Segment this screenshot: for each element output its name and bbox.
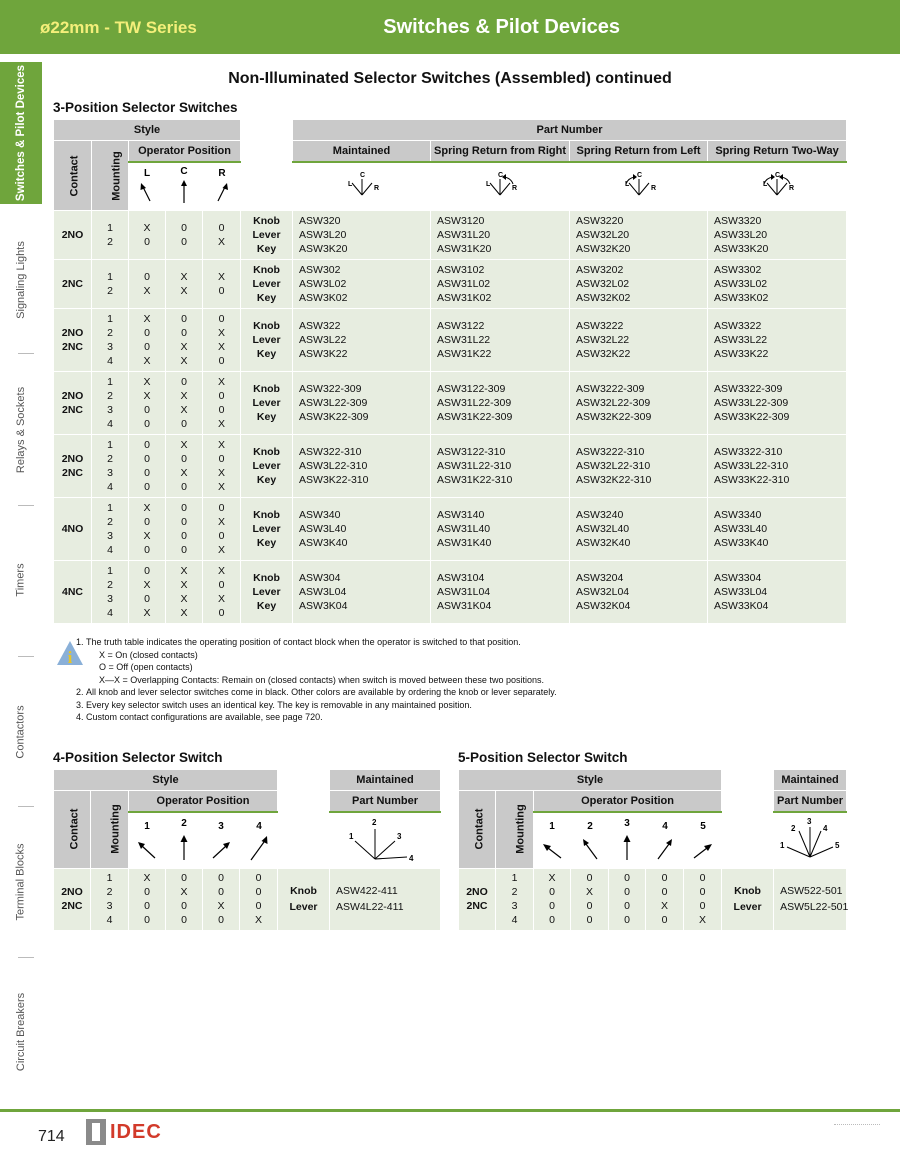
position-cell: X 0 X 0: [129, 498, 166, 561]
position-cell: X 0 0 0: [129, 868, 166, 930]
sidebar-tab-label: Terminal Blocks: [15, 843, 27, 921]
svg-text:3: 3: [807, 816, 812, 826]
part-number-cell: ASW3304 ASW33L04 ASW33K04: [708, 561, 847, 624]
sidebar-tab-signaling-lights[interactable]: [0, 220, 42, 340]
sidebar-tab-label: Circuit Breakers: [15, 992, 27, 1072]
five-position-table: [458, 769, 847, 931]
contact-cell: 2NO 2NC: [459, 868, 496, 930]
part-number-cell: ASW3222-310 ASW32L22-310 ASW32K22-310: [570, 435, 708, 498]
position-r-cell: [203, 162, 241, 211]
contact-cell: 4NC: [54, 561, 92, 624]
table-row: [54, 309, 847, 372]
part-number-cell: ASW3122 ASW31L22 ASW31K22: [431, 309, 570, 372]
position-cell: 0 X 0 0: [166, 868, 203, 930]
svg-text:R: R: [650, 184, 656, 192]
style-cell: Knob Lever: [278, 868, 330, 930]
style-cell: Knob Lever: [722, 868, 774, 930]
svg-text:L: L: [486, 180, 491, 188]
position-3-arrow-icon: [612, 814, 642, 864]
spring-two-way-diagram: [708, 162, 847, 211]
maintained-diagram: [293, 162, 431, 211]
svg-text:C: C: [498, 171, 504, 179]
sidebar-tab-circuit-breakers[interactable]: [0, 972, 42, 1092]
three-position-title: 3-Position Selector Switches: [53, 100, 238, 115]
svg-text:4: 4: [255, 820, 262, 832]
part-number-cell: ASW3140 ASW31L40 ASW31K40: [431, 498, 570, 561]
four-position-table: [53, 769, 441, 931]
part-number-header: Part Number: [774, 791, 847, 812]
part-number-cell: ASW3322 ASW33L22 ASW33K22: [708, 309, 847, 372]
position-cell: X X X X: [166, 561, 203, 624]
position-cell: X 0: [203, 260, 241, 309]
sidebar-tab-relays[interactable]: [0, 370, 42, 490]
style-cell: Knob Lever Key: [241, 372, 293, 435]
svg-text:L: L: [763, 180, 768, 188]
position-c-arrow-icon: [169, 163, 199, 207]
position-1-arrow-icon: [132, 814, 162, 864]
style-cell: Knob Lever Key: [241, 309, 293, 372]
contact-header: Contact: [54, 141, 92, 211]
style-cell: Knob Lever Key: [241, 561, 293, 624]
svg-text:5: 5: [835, 840, 840, 850]
svg-text:L: L: [347, 180, 352, 188]
four-position-diagram-icon: [345, 813, 425, 865]
spring-return-two-way-diagram-icon: [747, 168, 807, 202]
note-item: 3. Every key selector switch uses an identical key. The key is removable in any maintained position.: [76, 699, 472, 710]
svg-text:1: 1: [349, 831, 354, 841]
mounting-cell: 1 2 3 4: [496, 868, 534, 930]
column-header: Spring Return from Right: [431, 141, 570, 162]
maintained-header: Maintained: [774, 770, 847, 791]
three-position-table: [53, 119, 847, 624]
page-number: 714: [38, 1128, 65, 1145]
maintained-header: Maintained: [330, 770, 441, 791]
position-2-arrow-icon: [575, 814, 605, 864]
svg-text:4: 4: [661, 820, 668, 832]
position-cell: 0 0 0 X: [240, 868, 278, 930]
mounting-cell: 1 2 3 4: [92, 309, 129, 372]
position-1-arrow-icon: [537, 814, 567, 864]
svg-text:4: 4: [823, 823, 828, 833]
idec-logo: IDEC: [86, 1118, 162, 1146]
mounting-cell: 1 2: [92, 260, 129, 309]
style-header: Style: [54, 120, 241, 141]
sidebar-divider: [18, 505, 34, 506]
position-cell: 0 X 0 X: [203, 498, 241, 561]
svg-text:R: R: [373, 184, 379, 192]
svg-text:1: 1: [549, 820, 555, 832]
position-cell: 0 0 0 0: [129, 435, 166, 498]
column-header: Maintained: [293, 141, 431, 162]
part-number-cell: ASW3240 ASW32L40 ASW32K40: [570, 498, 708, 561]
position-cell: X 0 0 X: [203, 372, 241, 435]
position-cell: 0 0 0 0: [609, 868, 646, 930]
note-sub-item: X—X = Overlapping Contacts: Remain on (closed contacts) when switch is moved between these two positions.: [99, 674, 544, 685]
mounting-cell: 1 2 3 4: [92, 498, 129, 561]
mounting-header: Mounting: [91, 791, 129, 869]
part-number-cell: ASW422-411 ASW4L22-411: [330, 868, 441, 930]
part-number-cell: ASW3302 ASW33L02 ASW33K02: [708, 260, 847, 309]
svg-text:3: 3: [624, 817, 630, 829]
contact-cell: 2NO 2NC: [54, 372, 92, 435]
operator-position-header: Operator Position: [534, 791, 722, 812]
sidebar-tab-label: Relays & Sockets: [15, 386, 28, 474]
logo-mark-icon: [86, 1119, 106, 1145]
part-number-cell: ASW3122-310 ASW31L22-310 ASW31K22-310: [431, 435, 570, 498]
position-cell: 0 0: [166, 211, 203, 260]
table-row: [54, 435, 847, 498]
operator-position-header: Operator Position: [129, 141, 241, 162]
svg-text:1: 1: [144, 820, 150, 832]
svg-text:2: 2: [791, 823, 796, 833]
mounting-header: Mounting: [496, 791, 534, 869]
position-2-arrow-icon: [169, 814, 199, 864]
position-cell: X X: [166, 260, 203, 309]
series-title: ø22mm - TW Series: [40, 18, 197, 37]
position-c-cell: [166, 162, 203, 211]
notes: [56, 636, 816, 724]
note-item: 1. The truth table indicates the operating position of contact block when the operator is switched to that position.: [76, 637, 521, 647]
sidebar-tab-label: Contactors: [15, 705, 28, 759]
svg-text:1: 1: [780, 840, 785, 850]
contact-cell: 2NO 2NC: [54, 868, 91, 930]
column-header: Spring Return from Left: [570, 141, 708, 162]
sidebar-divider: [18, 806, 34, 807]
spring-return-left-diagram-icon: [609, 168, 669, 202]
mounting-cell: 1 2 3 4: [92, 435, 129, 498]
part-number-cell: ASW522-501 ASW5L22-501: [774, 868, 847, 930]
position-label: L: [143, 167, 151, 179]
sidebar-divider: [18, 957, 34, 958]
part-number-header: Part Number: [330, 791, 441, 812]
spring-return-right-diagram-icon: [470, 168, 530, 202]
sidebar-tab-label: Timers: [14, 563, 27, 597]
position-cell: X 0 X 0: [166, 435, 203, 498]
position-cell: 0 X X 0: [166, 372, 203, 435]
svg-text:2: 2: [586, 820, 593, 832]
position-cell: 0 X: [203, 211, 241, 260]
mounting-header: Mounting: [92, 141, 129, 211]
svg-text:3: 3: [218, 820, 224, 832]
table-row: [54, 561, 847, 624]
part-number-cell: ASW320 ASW3L20 ASW3K20: [293, 211, 431, 260]
section-title: Switches & Pilot Devices: [383, 16, 620, 38]
position-cell: X 0: [129, 211, 166, 260]
part-number-cell: ASW322-309 ASW3L22-309 ASW3K22-309: [293, 372, 431, 435]
sidebar-tab-label: Signaling Lights: [15, 241, 28, 319]
part-number-cell: ASW3222 ASW32L22 ASW32K22: [570, 309, 708, 372]
position-r-arrow-icon: [207, 163, 237, 207]
part-number-cell: ASW304 ASW3L04 ASW3K04: [293, 561, 431, 624]
svg-text:2: 2: [372, 817, 377, 827]
five-position-title: 5-Position Selector Switch: [458, 750, 628, 765]
sidebar-tab-terminal-blocks[interactable]: [0, 822, 42, 942]
position-cell: 0 0 X 0: [203, 868, 240, 930]
spring-right-diagram: [431, 162, 570, 211]
position-4-arrow-icon: [650, 814, 680, 864]
part-number-cell: ASW3220 ASW32L20 ASW32K20: [570, 211, 708, 260]
position-cell: 0 X: [129, 260, 166, 309]
position-cell: 0 0 X 0: [646, 868, 684, 930]
position-cell: 0 X 0 X: [129, 561, 166, 624]
style-header: Style: [54, 770, 278, 791]
position-cell: X 0 X 0: [203, 561, 241, 624]
four-position-title: 4-Position Selector Switch: [53, 750, 223, 765]
position-4-arrow-icon: [244, 814, 274, 864]
sidebar-divider: [18, 353, 34, 354]
contact-cell: 2NO: [54, 211, 92, 260]
style-cell: Knob Lever Key: [241, 435, 293, 498]
part-number-cell: ASW3222-309 ASW32L22-309 ASW32K22-309: [570, 372, 708, 435]
position-l-arrow-icon: [132, 163, 162, 207]
position-cell: 0 0 0 X: [684, 868, 722, 930]
part-number-cell: ASW322 ASW3L22 ASW3K22: [293, 309, 431, 372]
contact-cell: 4NO: [54, 498, 92, 561]
table-row: [54, 211, 847, 260]
note-sub-item: X = On (closed contacts): [99, 649, 198, 660]
style-cell: Knob Lever Key: [241, 260, 293, 309]
position-cell: X 0 0 0: [534, 868, 571, 930]
svg-text:i: i: [67, 648, 73, 666]
svg-text:L: L: [624, 180, 629, 188]
part-number-cell: ASW3122-309 ASW31L22-309 ASW31K22-309: [431, 372, 570, 435]
column-header: Spring Return Two-Way: [708, 141, 847, 162]
part-number-cell: ASW3204 ASW32L04 ASW32K04: [570, 561, 708, 624]
svg-text:3: 3: [397, 831, 402, 841]
style-cell: Knob Lever Key: [241, 211, 293, 260]
note-item: 4. Custom contact configurations are available, see page 720.: [76, 712, 323, 722]
part-number-cell: ASW3202 ASW32L02 ASW32K02: [570, 260, 708, 309]
sidebar-divider: [18, 656, 34, 657]
style-header: Style: [459, 770, 722, 791]
svg-text:4: 4: [409, 853, 414, 863]
operator-position-header: Operator Position: [129, 791, 278, 812]
sidebar-tab-timers[interactable]: [0, 520, 42, 640]
table-row: [54, 372, 847, 435]
svg-text:5: 5: [699, 820, 706, 832]
svg-text:C: C: [636, 171, 642, 179]
position-cell: X 0 0 X: [129, 309, 166, 372]
svg-text:R: R: [512, 184, 518, 192]
part-number-cell: ASW3322-310 ASW33L22-310 ASW33K22-310: [708, 435, 847, 498]
table-row: [54, 260, 847, 309]
position-label: R: [217, 167, 226, 179]
position-cell: 0 X 0 0: [571, 868, 609, 930]
contact-cell: 2NC: [54, 260, 92, 309]
position-l-cell: [129, 162, 166, 211]
sidebar-tab-label: Switches & Pilot Devices: [15, 64, 28, 202]
part-number-cell: ASW3322-309 ASW33L22-309 ASW33K22-309: [708, 372, 847, 435]
part-number-cell: ASW340 ASW3L40 ASW3K40: [293, 498, 431, 561]
svg-text:2: 2: [181, 817, 187, 829]
part-number-cell: ASW3120 ASW31L20 ASW31K20: [431, 211, 570, 260]
position-cell: X X 0 0: [129, 372, 166, 435]
svg-text:C: C: [359, 171, 365, 179]
contact-header: Contact: [459, 791, 496, 869]
part-number-cell: ASW3340 ASW33L40 ASW33K40: [708, 498, 847, 561]
table-row: [54, 498, 847, 561]
footer-bar: [0, 1109, 900, 1112]
part-number-cell: ASW322-310 ASW3L22-310 ASW3K22-310: [293, 435, 431, 498]
spring-left-diagram: [570, 162, 708, 211]
note-sub-item: O = Off (open contacts): [99, 662, 193, 672]
sidebar-tab-contactors[interactable]: [0, 672, 42, 792]
note-item: 2. All knob and lever selector switches come in black. Other colors are available by ordering the knob or lever separately.: [76, 687, 557, 697]
part-number-cell: ASW3104 ASW31L04 ASW31K04: [431, 561, 570, 624]
five-position-diagram-icon: [775, 813, 845, 865]
position-label: C: [180, 165, 188, 177]
svg-text:C: C: [775, 171, 781, 179]
footer-dots: [834, 1124, 880, 1125]
mounting-cell: 1 2 3 4: [92, 372, 129, 435]
maintained-diagram-icon: [332, 168, 392, 202]
position-3-arrow-icon: [206, 814, 236, 864]
part-number-cell: ASW3320 ASW33L20 ASW33K20: [708, 211, 847, 260]
contact-cell: 2NO 2NC: [54, 309, 92, 372]
position-cell: 0 0 X X: [166, 309, 203, 372]
mounting-cell: 1 2 3 4: [91, 868, 129, 930]
style-cell: Knob Lever Key: [241, 498, 293, 561]
position-cell: X 0 X X: [203, 435, 241, 498]
part-number-cell: ASW3102 ASW31L02 ASW31K02: [431, 260, 570, 309]
header-bar: [0, 0, 900, 54]
position-5-arrow-icon: [688, 814, 718, 864]
mounting-cell: 1 2 3 4: [92, 561, 129, 624]
position-cell: 0 X X 0: [203, 309, 241, 372]
page-title: Non-Illuminated Selector Switches (Assembled) continued: [228, 70, 672, 87]
svg-text:R: R: [789, 184, 795, 192]
part-number-header: Part Number: [293, 120, 847, 141]
position-cell: 0 0 0 0: [166, 498, 203, 561]
mounting-cell: 1 2: [92, 211, 129, 260]
part-number-cell: ASW302 ASW3L02 ASW3K02: [293, 260, 431, 309]
contact-header: Contact: [54, 791, 91, 869]
contact-cell: 2NO 2NC: [54, 435, 92, 498]
